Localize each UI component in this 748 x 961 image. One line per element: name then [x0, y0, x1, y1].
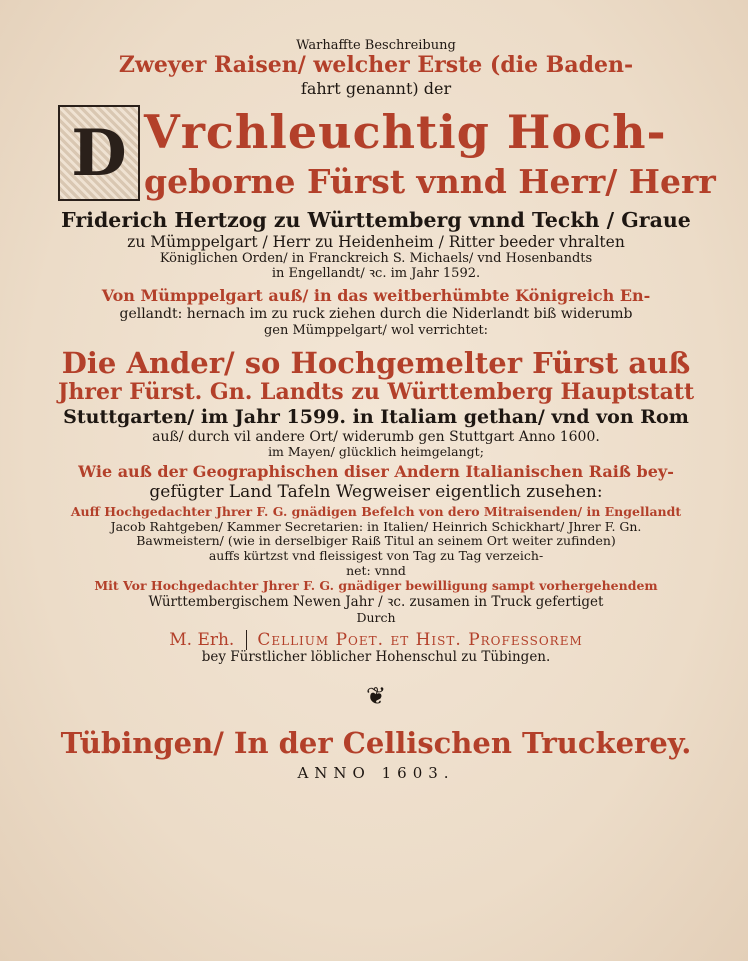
line-durch: Durch — [356, 610, 396, 626]
author-prefix: M. Erh. — [169, 630, 235, 651]
line-koeniglichen-orden: Königlichen Orden/ in Franckreich S. Michaels/ vnd Hosenbandts — [159, 250, 593, 266]
line-gellandt: gellandt: hernach im zu ruck ziehen durch die Niderlandt biß widerumb — [119, 306, 633, 323]
line-anno: ANNO 1603. — [297, 763, 455, 782]
line-von-muempelgart: Von Mümppelgart auß/ in das weitberhümbte Königreich En- — [101, 286, 651, 306]
line-friderich: Friderich Hertzog zu Württemberg vnnd Teckh / Graue — [61, 208, 691, 233]
line-im-mayen: im Mayen/ glücklich heimgelangt; — [268, 444, 484, 460]
line-jahr-1592: in Engellandt/ ꝛc. im Jahr 1592. — [271, 266, 481, 282]
line-stuttgarten: Stuttgarten/ im Jahr 1599. in Italiam gethan/ vnd von Rom — [63, 406, 689, 429]
line-wol-verrichtet: gen Mümppelgart/ wol verrichtet: — [263, 322, 489, 338]
fleuron-ornament-icon: ❦ — [365, 682, 387, 711]
line-net-vnnd: net: vnnd — [346, 562, 406, 578]
line-durchleuchtig: Vrchleuchtig Hoch- — [144, 105, 667, 160]
line-auff-hochgedachter: Auff Hochgedachter Jhrer F. G. gnädigen Befelch von dero Mitraisenden/ in Engellandt — [70, 503, 682, 519]
decorated-initial: D — [58, 105, 140, 201]
line-mit-vor: Mit Vor Hochgedachter Jhrer F. G. gnädiger bewilligung sampt vorhergehendem — [94, 577, 658, 593]
line-land-tafeln: gefügter Land Tafeln Wegweiser eigentlich zusehen: — [149, 481, 603, 502]
line-auss-durch: auß/ durch vil andere Ort/ widerumb gen Stuttgart Anno 1600. — [152, 428, 600, 445]
line-jacob-rahtgeben: Jacob Rahtgeben/ Kammer Secretarien: in Italien/ Heinrich Schickhart/ Jhrer F. Gn. — [110, 518, 642, 534]
heading-block — [58, 105, 716, 202]
line-geborne-fuerst: geborne Fürst vnnd Herr/ Herr — [144, 162, 716, 202]
line-muempelgart: zu Mümppelgart / Herr zu Heidenheim / Ritter beeder vhralten — [127, 232, 625, 251]
line-wuerttembergischem: Württembergischem Newen Jahr / ꝛc. zusamen in Truck gefertiget — [148, 594, 604, 611]
line-warhaffte: Warhaffte Beschreibung — [296, 38, 456, 53]
line-auffs-kuertzst: auffs kürtzst vnd fleissigest von Tag zu Tag verzeich- — [208, 548, 544, 564]
line-wie-auss: Wie auß der Geographischen diser Andern Italianischen Raiß bey- — [78, 462, 674, 482]
line-imprint: Tübingen/ In der Cellischen Truckerey. — [60, 726, 692, 761]
line-hohenschul: bey Fürstlicher löblicher Hohenschul zu Tübingen. — [201, 649, 551, 666]
author-name: Cellium Poet. et Hist. Professorem — [246, 630, 582, 650]
line-bawmeistern: Bawmeistern/ (wie in derselbiger Raiß Titul an seinem Ort weiter zufinden) — [136, 533, 616, 549]
line-fahrt-genannt: fahrt genannt) der — [300, 79, 452, 99]
line-zweyer-raisen: Zweyer Raisen/ welcher Erste (die Baden- — [118, 52, 634, 79]
line-die-ander: Die Ander/ so Hochgemelter Fürst auß — [61, 346, 691, 381]
line-jhrer-fuerst: Jhrer Fürst. Gn. Landts zu Württemberg Hauptstatt — [58, 379, 695, 406]
heading-text — [144, 105, 716, 202]
author-line — [58, 630, 694, 650]
